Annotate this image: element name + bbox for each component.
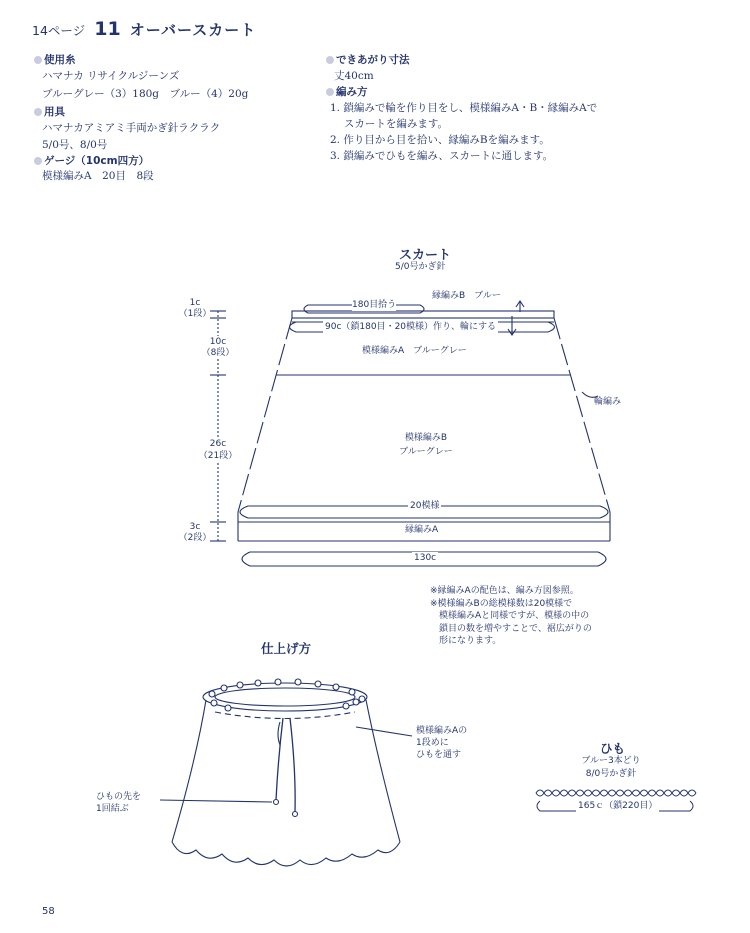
dim-3c-rows-label: （2段） <box>178 533 212 543</box>
pickup-label: 180目拾う <box>352 300 397 310</box>
method-heading: 編み方 <box>326 84 368 99</box>
yarn-name: ハマナカ リサイクルジーンズ <box>42 70 180 82</box>
page-title: オーバースカート <box>129 21 257 39</box>
dim-3c-label: 3c <box>189 522 201 532</box>
method-step: 1. 鎖編みで輪を作り目をし、模様編みA・B・縁編みAで <box>330 102 598 114</box>
page-number: 58 <box>42 906 55 917</box>
round-knit-label: 輪編み <box>594 397 622 407</box>
note-line: ※模様編みBの総模様数は20模様で <box>430 598 573 609</box>
cord-subtitle-2: 8/0号かぎ針 <box>585 769 637 779</box>
finishing-callout-left: ひもの先を 1回結ぶ <box>96 792 142 814</box>
pattern-number: 11 <box>94 18 121 40</box>
finished-size-value: 丈40cm <box>334 70 374 82</box>
notes <box>430 585 592 648</box>
dim-26c-label: 26c <box>200 438 236 450</box>
skirt-diagram-title: スカート <box>399 248 452 263</box>
tools-heading: 用具 <box>34 104 65 119</box>
yarn-heading: 使用糸 <box>34 52 76 67</box>
foundation-label: 90c（鎖180目・20模様）作り、輪にする <box>325 322 497 332</box>
page-reference: 14ページ <box>32 23 86 38</box>
pattern-b-color-label: ブルーグレー <box>399 447 453 457</box>
cord-length-label: 165ｃ（鎖220目） <box>578 801 658 811</box>
dim-1c-rows-label: （1段） <box>178 309 212 319</box>
skirt-diagram-subtitle: 5/0号かぎ針 <box>395 262 446 272</box>
bottom-width-label: 130c <box>414 553 437 563</box>
gauge-heading: ゲージ（10cm四方） <box>34 153 149 168</box>
finishing-callout-right: 模様編みAの 1段めに ひもを通す <box>416 726 468 760</box>
pattern-a-label: 模様編みA ブルーグレー <box>362 346 467 356</box>
tools-name: ハマナカアミアミ手両かぎ針ラクラク <box>42 122 221 134</box>
cord-title: ひも <box>600 741 626 756</box>
tools-sizes: 5/0号、8/0号 <box>42 139 108 151</box>
gauge-value: 模様編みA 20目 8段 <box>42 170 154 182</box>
note-line: ※縁編みAの配色は、編み方図参照。 <box>430 586 579 596</box>
method-step: 3. 鎖編みでひもを編み、スカートに通します。 <box>330 150 554 162</box>
dim-1c-label: 1c <box>189 298 201 308</box>
dim-26c-rows-label: （21段） <box>196 450 240 462</box>
note-line: 模様編みAと同様ですが、模様の中の <box>430 611 590 621</box>
dim-10c-rows-label: （8段） <box>198 347 238 359</box>
finished-size-heading: できあがり寸法 <box>326 52 410 67</box>
dim-10c-label: 10c <box>200 336 236 348</box>
edging-a-label: 縁編みA <box>405 525 439 535</box>
method-step: スカートを編みます。 <box>330 118 448 130</box>
yarn-colors: ブルーグレー（3）180g ブルー（4）20g <box>42 88 249 100</box>
edging-b-label: 縁編みB ブルー <box>432 291 501 301</box>
pattern-b-label: 模様編みB <box>404 433 448 443</box>
finishing-title: 仕上げ方 <box>261 641 312 656</box>
method-step: 2. 作り目から目を拾い、縁編みBを編みます。 <box>330 134 550 146</box>
repeats-label: 20模様 <box>410 501 440 511</box>
note-line: 鎖目の数を増やすことで、裾広がりの <box>430 623 592 634</box>
note-line: 形になります。 <box>430 636 502 646</box>
cord-subtitle-1: ブルー3本どり <box>581 756 641 766</box>
